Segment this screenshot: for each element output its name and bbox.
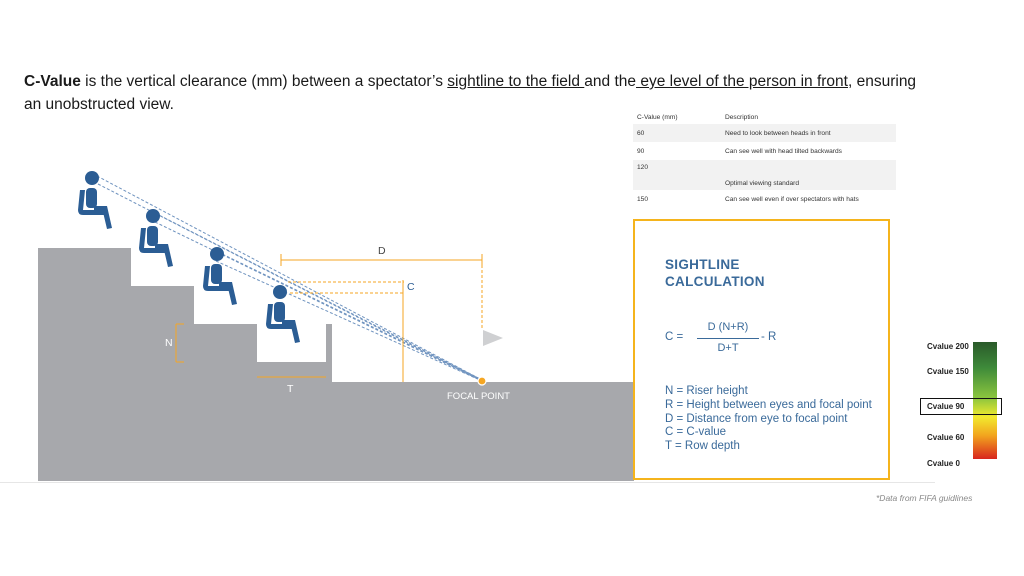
formula-fraction-bar: [697, 338, 759, 339]
formula-numerator: D (N+R): [707, 321, 749, 333]
definition-item: N = Riser height: [665, 385, 748, 397]
intro-underline-eye-level: eye level of the person in front: [636, 73, 848, 90]
intro-part2: and the: [584, 73, 637, 90]
c-value-table: [633, 110, 896, 208]
table-cell-desc: Need to look between heads in front: [721, 124, 896, 142]
scale-label-0: Cvalue 0: [927, 459, 960, 468]
label-d: D: [378, 245, 386, 257]
definition-item: C = C-value: [665, 426, 727, 439]
intro-bold: C-Value: [24, 73, 81, 90]
formula-lhs: C =: [665, 331, 684, 343]
spectator-icon: [266, 285, 300, 343]
definition-item: R = Height between eyes and focal point: [665, 398, 872, 411]
definition-item: T = Row depth: [665, 440, 740, 453]
card-title: [665, 256, 765, 290]
table-cell-value: 90: [633, 142, 721, 160]
label-r: R: [407, 328, 415, 340]
table-row: [633, 142, 896, 160]
label-t: T: [287, 383, 294, 395]
card-title-line1: SIGHTLINE: [665, 257, 740, 272]
spectator-icon: [203, 247, 237, 305]
table-cell-value: 120: [633, 160, 721, 190]
table-cell-value: 60: [633, 124, 721, 142]
table-row: [633, 124, 896, 142]
table-row: [633, 160, 896, 190]
table-header-cvalue: C-Value (mm): [637, 113, 678, 121]
table-cell-desc: Can see well with head tilted backwards: [721, 142, 896, 160]
scale-label-90: Cvalue 90: [927, 402, 965, 411]
divider: [0, 482, 935, 483]
formula-minus-r: - R: [761, 331, 777, 343]
formula-denominator: D+T: [717, 342, 739, 354]
footnote: *Data from FIFA guidlines: [876, 493, 973, 503]
table-header-description: Description: [725, 113, 758, 121]
intro-part1: is the vertical clearance (mm) between a spectator’s: [80, 73, 448, 90]
scale-label-150: Cvalue 150: [927, 367, 969, 376]
spectator-icon: [78, 171, 112, 229]
table-cell-value: 150: [633, 190, 721, 208]
label-focal-point: FOCAL POINT: [447, 391, 510, 402]
table-cell-desc: Can see well even if over spectators with hats: [721, 190, 896, 208]
definition-item: D = Distance from eye to focal point: [665, 412, 848, 425]
stand-structure: [38, 248, 634, 481]
table-row: [633, 190, 896, 208]
flag-icon: [482, 328, 503, 380]
scale-label-200: Cvalue 200: [927, 342, 969, 351]
focal-point-marker: [478, 377, 486, 385]
sightline-calculation-card: [633, 219, 890, 480]
scale-label-60: Cvalue 60: [927, 433, 965, 442]
intro-underline-sightline: sightline to the field: [447, 73, 585, 90]
intro-part3: , ensuring an unobstructed view.: [24, 73, 917, 113]
table-cell-desc: Optimal viewing standard: [721, 160, 896, 190]
table-header-row: [633, 110, 896, 124]
card-title-line2: CALCULATION: [665, 274, 765, 289]
label-c: C: [407, 281, 415, 293]
formula-definitions: [665, 385, 872, 454]
spectator-icon: [139, 209, 173, 267]
label-n: N: [165, 337, 173, 349]
